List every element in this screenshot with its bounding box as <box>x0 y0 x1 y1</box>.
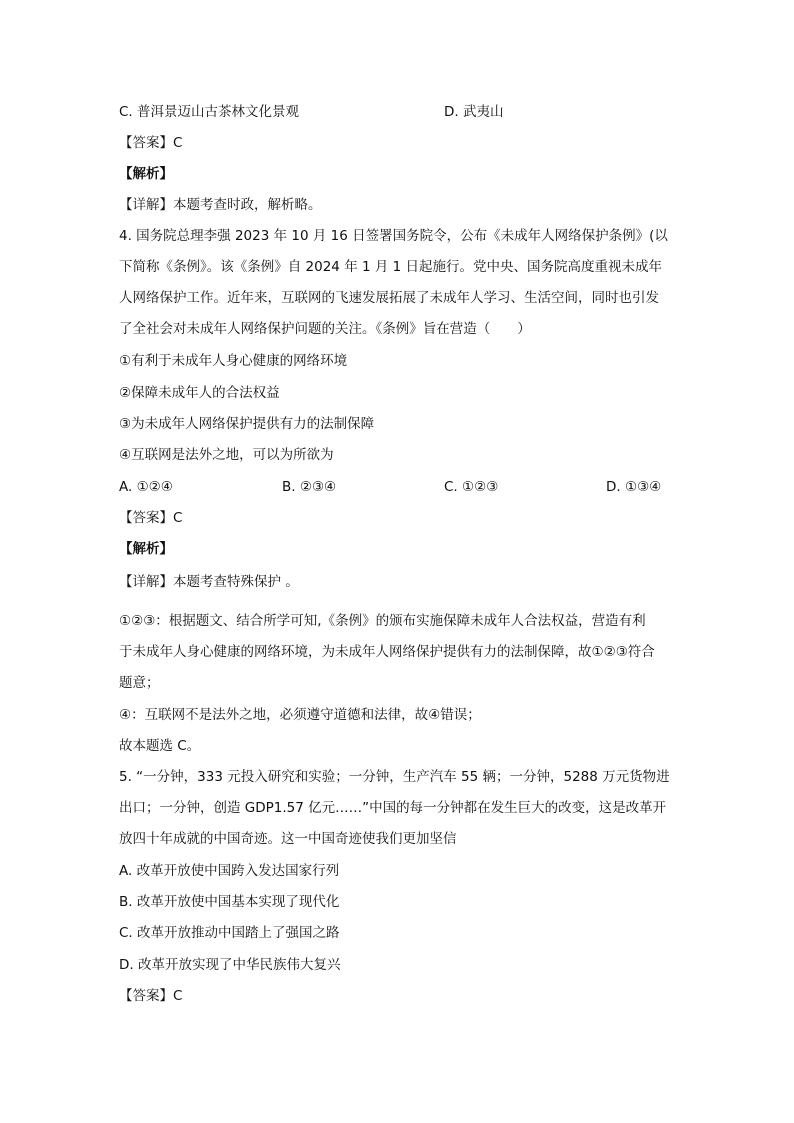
q4-stem-line: 了全社会对未成年人网络保护问题的关注。《条例》旨在营造（ ） <box>119 321 531 337</box>
q4-explanation-line: ①②③：根据题文、结合所学可知,《条例》的颁布实施保障未成年人合法权益，营造有利 <box>119 613 646 629</box>
q4-explanation-line: 题意； <box>119 675 160 691</box>
q4-statement: ①有利于未成年人身心健康的网络环境 <box>119 353 348 369</box>
q4-statement: ④互联网是法外之地，可以为所欲为 <box>119 447 334 463</box>
q5-answer: 【答案】C <box>119 988 183 1004</box>
q4-detail: 【详解】本题考查特殊保护 。 <box>119 574 299 590</box>
q4-statement: ③为未成年人网络保护提供有力的法制保障 <box>119 416 375 432</box>
q4-stem-line: 人网络保护工作。近年来，互联网的飞速发展拓展了未成年人学习、生活空间，同时也引发 <box>119 290 659 306</box>
q5-stem-line: 放四十年成就的中国奇迹。这一中国奇迹使我们更加坚信 <box>119 831 457 847</box>
q5-option-d: D. 改革开放实现了中华民族伟大复兴 <box>119 957 341 973</box>
q5-stem-line: 出口；一分钟，创造 GDP1.57 亿元……”中国的每一分钟都在发生巨大的改变，这是改革开 <box>119 800 667 816</box>
q4-option-a: A. ①②④ <box>119 479 173 495</box>
q4-option-c: C. ①②③ <box>444 479 499 495</box>
q5-option-c: C. 改革开放推动中国踏上了强国之路 <box>119 925 340 941</box>
q5-option-a: A. 改革开放使中国跨入发达国家行列 <box>119 863 340 879</box>
q4-explanation-line: 于未成年人身心健康的网络环境，为未成年人网络保护提供有力的法制保障，故①②③符合 <box>119 644 655 660</box>
q4-explanation-line: ④：互联网不是法外之地，必须遵守道德和法律，故④错误； <box>119 707 481 723</box>
q3-answer: 【答案】C <box>119 135 183 151</box>
q4-answer: 【答案】C <box>119 510 183 526</box>
q5-option-b: B. 改革开放使中国基本实现了现代化 <box>119 894 340 910</box>
q4-option-d: D. ①③④ <box>606 479 662 495</box>
q4-stem-line: 下简称《条例》。该《条例》自 2024 年 1 月 1 日起施行。党中央、国务院高度重视未成年 <box>119 259 663 275</box>
q4-stem-line: 4. 国务院总理李强 2023 年 10 月 16 日签署国务院令，公布《未成年人网络保护条例》(以 <box>119 228 668 244</box>
q4-analysis-heading: 【解析】 <box>119 541 173 557</box>
q4-statement: ②保障未成年人的合法权益 <box>119 385 280 401</box>
q4-option-b: B. ②③④ <box>282 479 337 495</box>
q3-analysis-heading: 【解析】 <box>119 166 173 182</box>
q3-option-c: C. 普洱景迈山古茶林文化景观 <box>119 104 300 120</box>
q3-detail: 【详解】本题考查时政，解析略。 <box>119 197 322 213</box>
q3-option-d: D. 武夷山 <box>444 104 504 120</box>
q5-stem-line: 5. “一分钟，333 元投入研究和实验；一分钟，生产汽车 55 辆；一分钟，5288 万元货物进 <box>119 769 670 785</box>
q4-explanation-line: 故本题选 C。 <box>119 738 201 754</box>
